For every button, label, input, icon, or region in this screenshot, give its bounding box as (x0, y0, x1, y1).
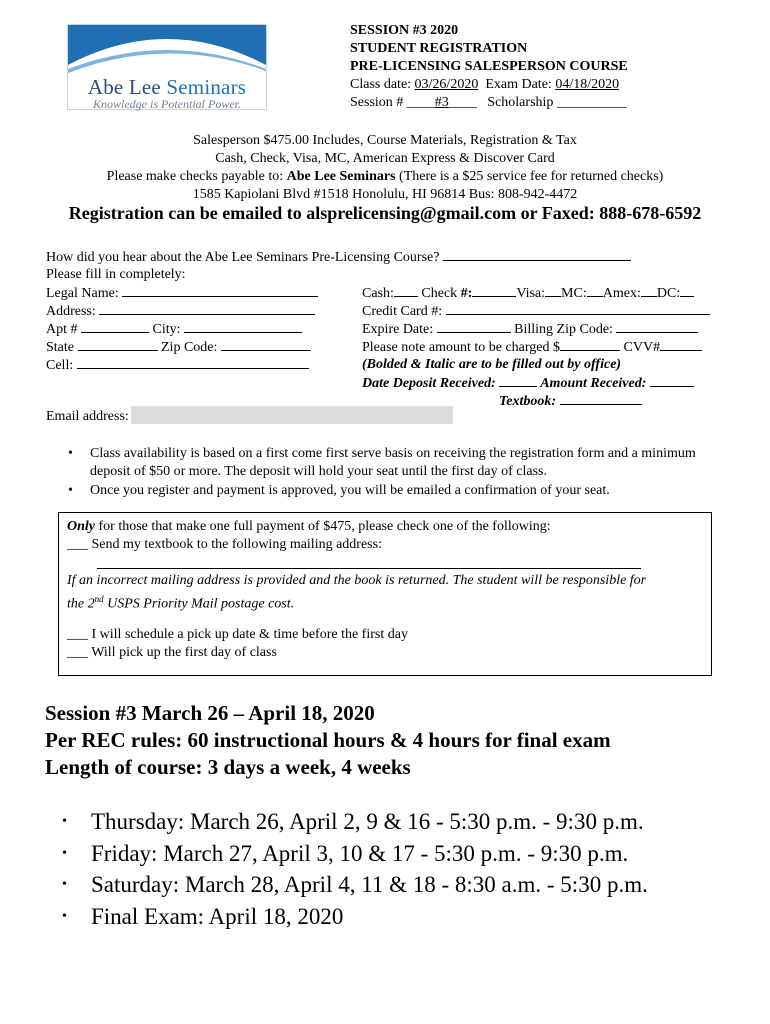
schedule-friday: Friday: March 27, April 3, 10 & 17 - 5:30 p.m. - 9:30 p.m. (91, 840, 629, 866)
registration-header (350, 22, 628, 112)
schedule-saturday: Saturday: March 28, April 4, 11 & 18 - 8:30 a.m. - 5:30 p.m. (91, 872, 648, 897)
bullet-dot-icon: • (62, 908, 67, 924)
session-number-pre: ____ (406, 95, 435, 110)
incorrect-note-post: USPS Priority Mail postage cost. (107, 596, 295, 612)
schedule-item (62, 901, 648, 933)
full-payment-intro-text: for those that make one full payment of $475, please check one of the following: (98, 519, 551, 534)
legal-name-row (46, 284, 318, 303)
check-label: Check (421, 286, 458, 301)
student-registration-title: STUDENT REGISTRATION (350, 41, 528, 56)
hear-question-row (46, 248, 631, 267)
incorrect-address-note-2 (67, 590, 294, 614)
only-label: Only (67, 519, 95, 534)
billing-zip-field[interactable] (616, 320, 698, 333)
payment-methods-line: Cash, Check, Visa, MC, American Express & Discover Card (215, 151, 555, 166)
textbook-field[interactable] (560, 392, 642, 405)
incorrect-address-note-1: If an incorrect mailing address is provided and the book is returned. The student will be responsible for (67, 573, 647, 588)
cell-field[interactable] (77, 356, 309, 369)
hear-question-field[interactable] (443, 248, 631, 261)
cvv-label: CVV# (623, 340, 661, 355)
mailing-address-field[interactable] (97, 568, 641, 569)
cash-field[interactable] (394, 284, 418, 297)
policy-bullets (60, 445, 720, 501)
apt-field[interactable] (81, 320, 149, 333)
dates-line (350, 76, 628, 94)
checks-payable-line (0, 168, 770, 185)
expire-date-field[interactable] (437, 320, 511, 333)
textbook-label: Textbook: (499, 394, 557, 409)
scholarship-blank[interactable]: __________ (556, 95, 627, 110)
session-number-value: #3 (434, 95, 449, 110)
schedule-item (62, 869, 648, 901)
amount-charged-label: Please note amount to be charged $ (362, 340, 561, 355)
session-info (45, 700, 611, 781)
class-schedule (62, 806, 648, 932)
schedule-item (62, 806, 648, 838)
incorrect-note-pre: the 2 (67, 596, 95, 612)
incorrect-note-sup: nd (94, 594, 104, 604)
session-number-post: ____ (448, 95, 477, 110)
schedule-final-exam: Final Exam: April 18, 2020 (91, 903, 344, 929)
cell-label: Cell: (46, 358, 74, 373)
rec-rules-heading: Per REC rules: 60 instructional hours & 4 hours for final exam (45, 728, 611, 752)
hear-question-label: How did you hear about the Abe Lee Seminars Pre-Licensing Course? (46, 250, 440, 265)
city-label: City: (152, 322, 181, 337)
session-dates-heading: Session #3 March 26 – April 18, 2020 (45, 701, 375, 725)
fill-completely-label: Please fill in completely: (46, 267, 186, 282)
exam-date-value: 04/18/2020 (555, 77, 620, 92)
policy-bullet-2-text: Once you register and payment is approved, you will be emailed a confirmation of your seat. (90, 483, 610, 498)
textbook-row (499, 392, 642, 411)
pickup-first-day-option[interactable]: ___ Will pick up the first day of class (67, 645, 277, 660)
amount-charged-field[interactable] (560, 338, 620, 351)
city-field[interactable] (184, 320, 302, 333)
policy-bullet-1 (60, 445, 720, 481)
expire-date-label: Expire Date: (362, 322, 434, 337)
logo-tagline: Knowledge is Potential Power. (93, 97, 241, 111)
session-number-label: Session # (350, 95, 404, 110)
credit-card-field[interactable] (446, 302, 710, 315)
bullet-dot-icon: • (62, 845, 67, 861)
expire-billing-row (362, 320, 698, 339)
cell-row (46, 356, 309, 375)
deposit-row (362, 374, 694, 393)
billing-zip-label: Billing Zip Code: (514, 322, 613, 337)
credit-card-row (362, 302, 710, 321)
full-payment-box (58, 512, 712, 676)
amount-cvv-row (362, 338, 702, 357)
email-label: Email address: (46, 409, 129, 424)
registration-email-heading: Registration can be emailed to alsprelicensing@gmail.com or Faxed: 888-678-6592 (68, 203, 702, 223)
cash-label: Cash: (362, 286, 394, 301)
check-number-label: #: (460, 286, 473, 301)
logo-name-part2: Seminars (166, 75, 247, 99)
state-field[interactable] (78, 338, 158, 351)
email-input[interactable] (131, 406, 453, 424)
apt-label: Apt # (46, 322, 78, 337)
address-row (46, 302, 315, 321)
visa-field[interactable] (545, 284, 561, 297)
session-title: SESSION #3 2020 (350, 23, 459, 38)
zip-label: Zip Code: (161, 340, 218, 355)
class-date-label: Class date: (350, 77, 412, 92)
session-number-line (350, 94, 628, 112)
address-line: 1585 Kapiolani Blvd #1518 Honolulu, HI 96814 Bus: 808-942-4472 (192, 187, 578, 202)
amex-label: Amex: (602, 286, 641, 301)
course-length-heading: Length of course: 3 days a week, 4 weeks (45, 755, 411, 779)
visa-label: Visa: (516, 286, 546, 301)
checks-payable-pre: Please make checks payable to: (106, 169, 284, 184)
abe-lee-logo (67, 24, 267, 110)
class-date-value: 03/26/2020 (414, 77, 479, 92)
exam-date-label: Exam Date: (485, 77, 552, 92)
logo-arc-icon (68, 25, 266, 81)
policy-bullet-1-text: Class availability is based on a first come first serve basis on receiving the registration form and a minimum deposit of $50 or more. The deposit will hold your seat until the first day of class. (90, 446, 696, 479)
full-payment-intro (67, 518, 551, 536)
policy-bullet-2 (60, 482, 720, 500)
schedule-item (62, 838, 648, 870)
state-label: State (46, 340, 74, 355)
schedule-thursday: Thursday: March 26, April 2, 9 & 16 - 5:30 p.m. - 9:30 p.m. (91, 809, 644, 834)
address-label: Address: (46, 304, 96, 319)
amount-received-label: Amount Received: (540, 376, 647, 391)
amex-field[interactable] (641, 284, 657, 297)
cvv-field[interactable] (660, 338, 702, 351)
zip-field[interactable] (221, 338, 311, 351)
bullet-dot-icon: • (62, 814, 67, 829)
deposit-received-field[interactable] (499, 374, 537, 387)
apt-city-row (46, 320, 302, 339)
bullet-dot-icon: • (68, 446, 73, 461)
pickup-schedule-option[interactable]: ___ I will schedule a pick up date & time before the first day (67, 627, 408, 642)
logo-name-part1: Abe Lee (87, 75, 161, 99)
mc-field[interactable] (587, 284, 603, 297)
bullet-dot-icon: • (62, 877, 67, 892)
scholarship-label: Scholarship (487, 95, 554, 110)
check-number-field[interactable] (472, 284, 516, 297)
amount-received-field[interactable] (650, 374, 694, 387)
dc-label: DC: (656, 286, 681, 301)
course-title: PRE-LICENSING SALESPERSON COURSE (350, 59, 628, 74)
state-zip-row (46, 338, 311, 357)
payment-type-row (362, 284, 694, 303)
deposit-received-label: Date Deposit Received: (362, 376, 496, 391)
checks-payable-name: Abe Lee Seminars (286, 169, 396, 184)
office-note: (Bolded & Italic are to be filled out by office) (362, 357, 622, 372)
checks-payable-post: (There is a $25 service fee for returned checks) (399, 169, 664, 184)
legal-name-label: Legal Name: (46, 286, 119, 301)
dc-field[interactable] (680, 284, 694, 297)
send-textbook-option[interactable]: ___ Send my textbook to the following mailing address: (67, 537, 382, 552)
pricing-line: Salesperson $475.00 Includes, Course Materials, Registration & Tax (193, 133, 577, 148)
address-field[interactable] (99, 302, 315, 315)
mc-label: MC: (561, 286, 587, 301)
credit-card-label: Credit Card #: (362, 304, 443, 319)
bullet-dot-icon: • (68, 483, 73, 498)
legal-name-field[interactable] (122, 284, 318, 297)
